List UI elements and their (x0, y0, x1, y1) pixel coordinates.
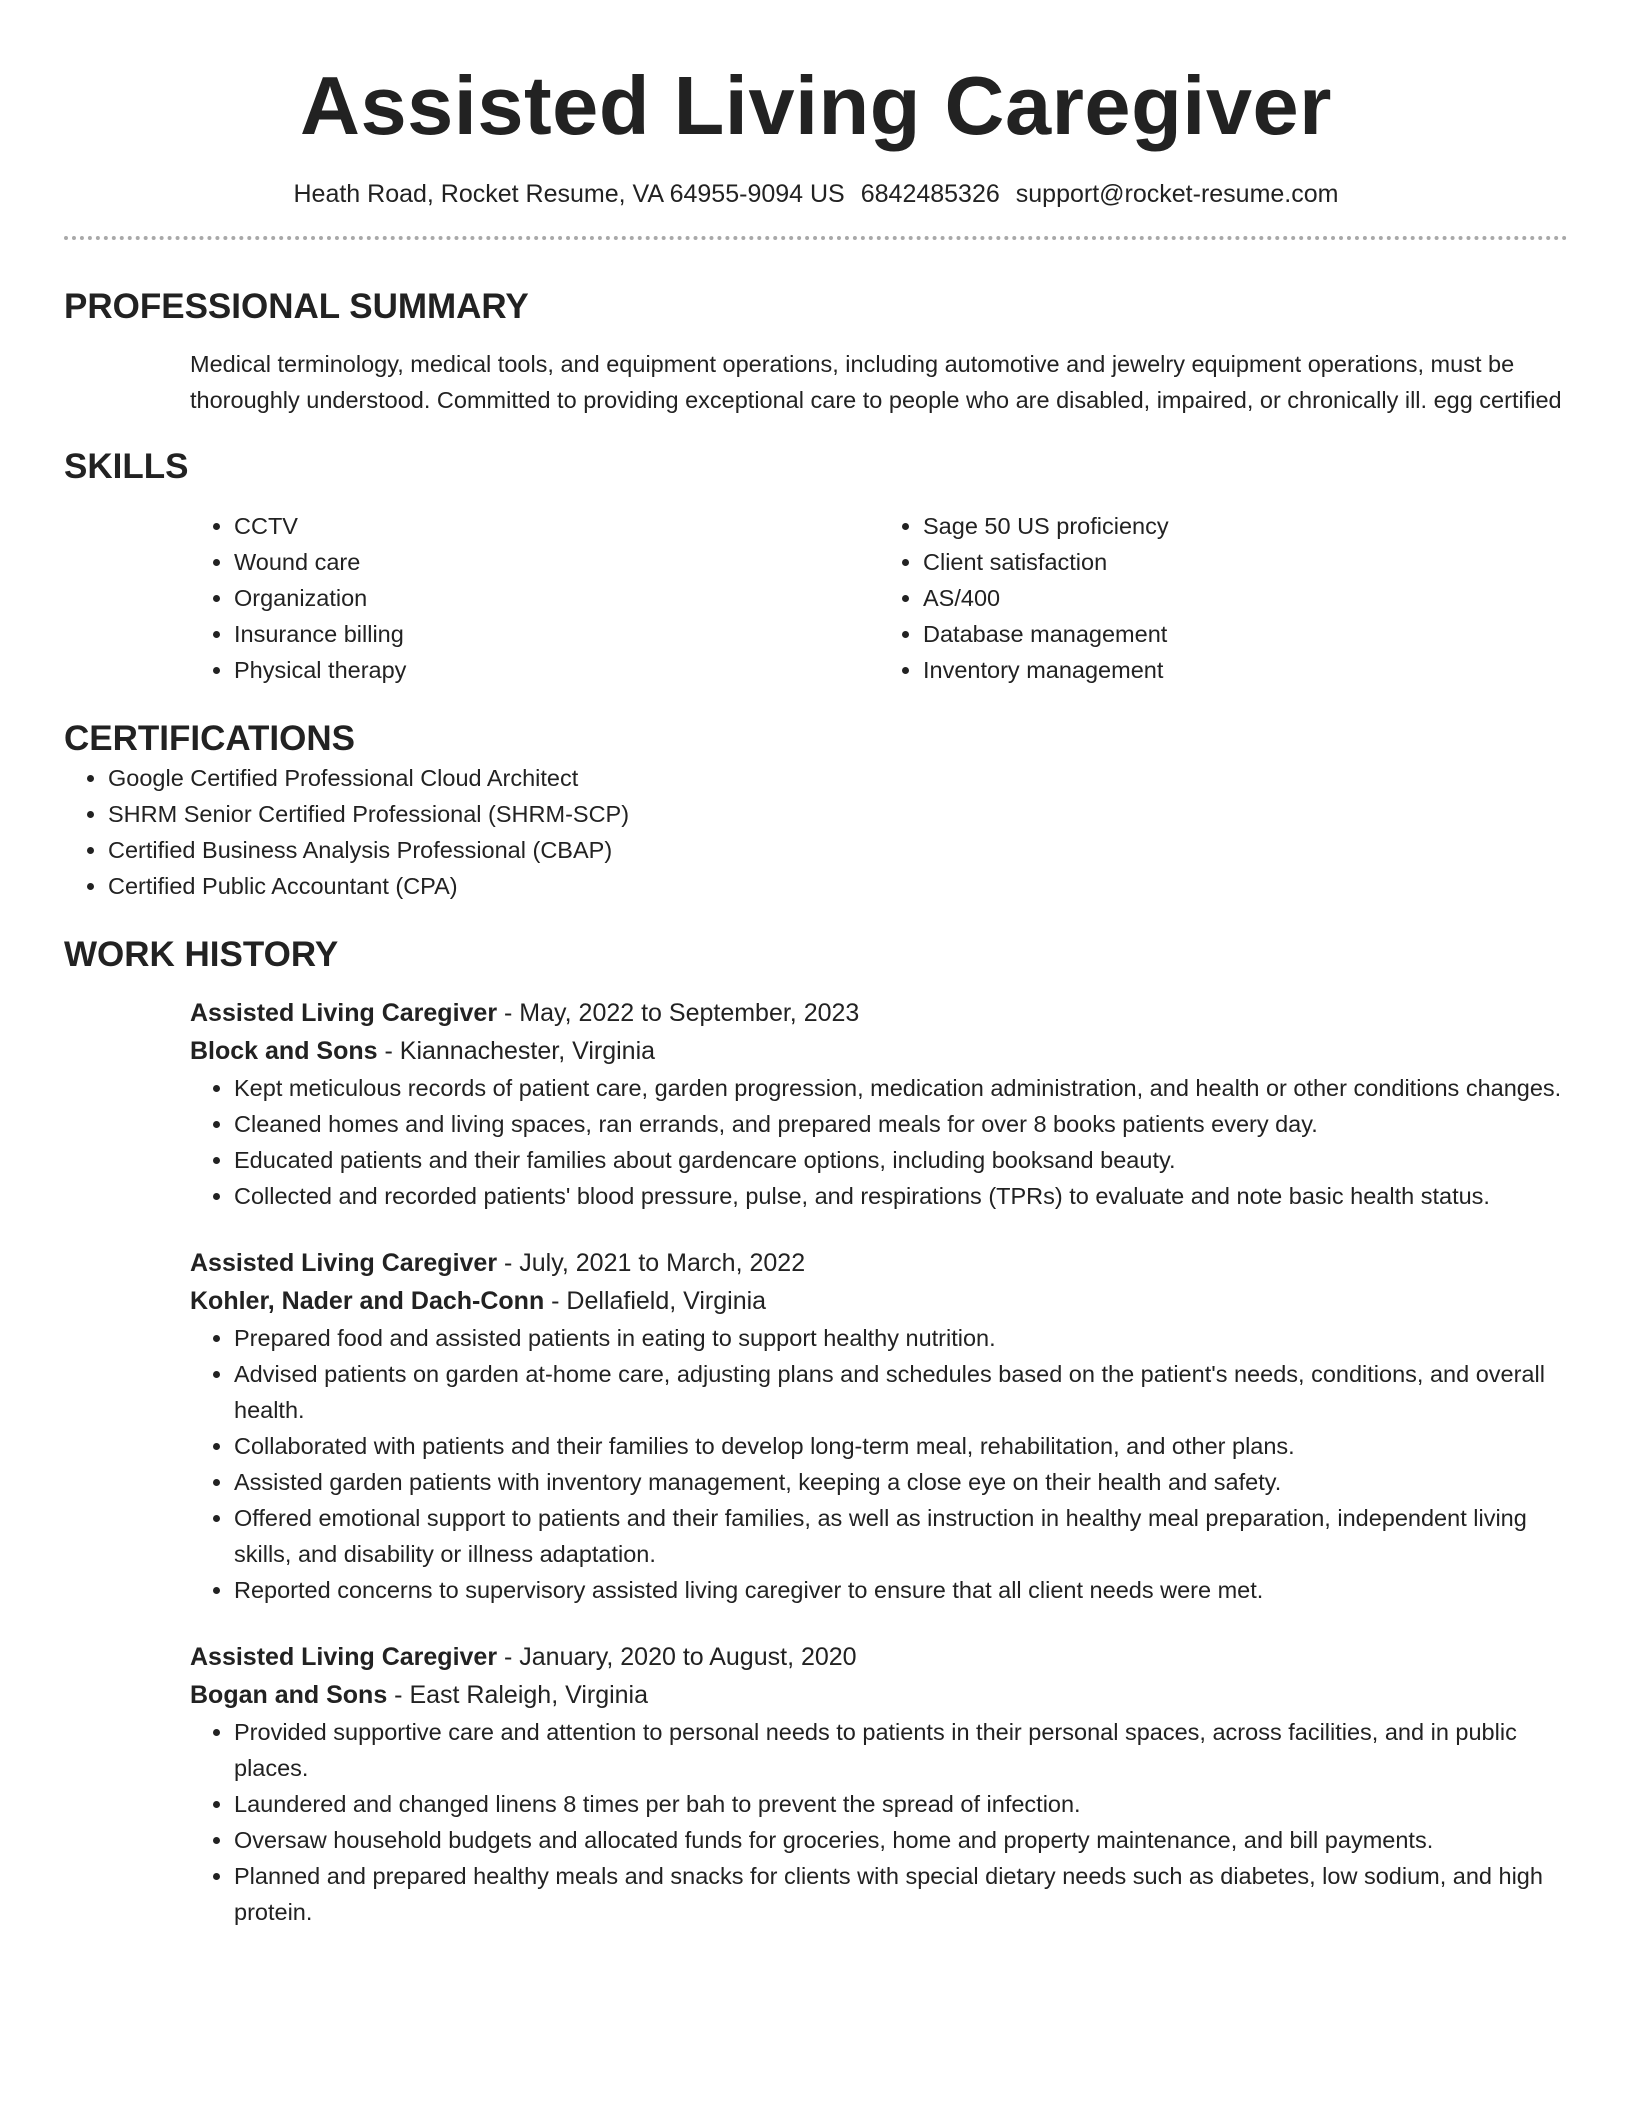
skill-item: • Wound care (234, 544, 879, 580)
job-bullets (190, 1714, 1568, 1930)
skill-item: • AS/400 (923, 580, 1568, 616)
job-bullet: • Collected and recorded patients' blood pressure, pulse, and respirations (TPRs) to evaluate and note basic health status. (234, 1178, 1568, 1214)
contact-line (64, 178, 1568, 210)
job-bullets (190, 1070, 1568, 1214)
skill-item: • Physical therapy (234, 652, 879, 688)
job-role: Assisted Living Caregiver (190, 999, 498, 1027)
job-title-line (190, 994, 1568, 1032)
job-title-line (190, 1638, 1568, 1676)
job-dates: - May, 2022 to September, 2023 (497, 999, 860, 1027)
certification-item: • Google Certified Professional Cloud Architect (108, 760, 1568, 796)
skill-item: • Insurance billing (234, 616, 879, 652)
job-bullet: • Oversaw household budgets and allocated funds for groceries, home and property maintenance, and bill payments. (234, 1822, 1568, 1858)
job-company: Bogan and Sons (190, 1681, 388, 1709)
job-company: Block and Sons (190, 1037, 378, 1065)
job-bullet: • Planned and prepared healthy meals and snacks for clients with special dietary needs such as diabetes, low sodium, and high protein. (234, 1858, 1568, 1930)
job-bullet: • Advised patients on garden at-home care, adjusting plans and schedules based on the patient's needs, conditions, and overall health. (234, 1356, 1568, 1428)
skill-item: • Database management (923, 616, 1568, 652)
job-entry (190, 1244, 1568, 1608)
job-entry (190, 994, 1568, 1214)
candidate-name: Assisted Living Caregiver (300, 59, 1332, 152)
job-role: Assisted Living Caregiver (190, 1643, 498, 1671)
job-bullet: • Collaborated with patients and their families to develop long-term meal, rehabilitation, and other plans. (234, 1428, 1568, 1464)
certification-item: • Certified Business Analysis Professional (CBAP) (108, 832, 1568, 868)
job-entry (190, 1638, 1568, 1930)
job-location: - Kiannachester, Virginia (377, 1037, 656, 1065)
job-location: - East Raleigh, Virginia (387, 1681, 649, 1709)
skills-list-left (190, 508, 879, 688)
job-dates: - January, 2020 to August, 2020 (497, 1643, 857, 1671)
header-divider (64, 236, 1568, 240)
certification-item: • Certified Public Accountant (CPA) (108, 868, 1568, 904)
contact-phone: 6842485326 (860, 180, 1000, 208)
job-bullet: • Assisted garden patients with inventory management, keeping a close eye on their health and safety. (234, 1464, 1568, 1500)
contact-address: Heath Road, Rocket Resume, VA 64955-9094 US (293, 180, 845, 208)
summary-text: Medical terminology, medical tools, and equipment operations, including automotive and jewelry equipment operations, must be thoroughly understood. Committed to providing exceptional care to people who are disabled, impaired, or chronically ill. egg certified (190, 351, 1562, 413)
skills-columns (190, 508, 1568, 688)
summary-heading: PROFESSIONAL SUMMARY (64, 287, 529, 326)
skill-item: • Sage 50 US proficiency (923, 508, 1568, 544)
job-location: - Dellafield, Virginia (544, 1287, 767, 1315)
job-company: Kohler, Nader and Dach-Conn (190, 1287, 545, 1315)
job-bullets (190, 1320, 1568, 1608)
job-bullet: • Cleaned homes and living spaces, ran errands, and prepared meals for over 8 books patients every day. (234, 1106, 1568, 1142)
skill-item: • CCTV (234, 508, 879, 544)
job-role: Assisted Living Caregiver (190, 1249, 498, 1277)
job-dates: - July, 2021 to March, 2022 (497, 1249, 806, 1277)
job-bullet: • Prepared food and assisted patients in eating to support healthy nutrition. (234, 1320, 1568, 1356)
job-bullet: • Laundered and changed linens 8 times per bah to prevent the spread of infection. (234, 1786, 1568, 1822)
job-bullet: • Offered emotional support to patients and their families, as well as instruction in healthy meal preparation, independent living skills, and disability or illness adaptation. (234, 1500, 1568, 1572)
job-bullet: • Educated patients and their families about gardencare options, including booksand beauty. (234, 1142, 1568, 1178)
certifications-heading: CERTIFICATIONS (64, 719, 356, 758)
job-company-line (190, 1676, 1568, 1714)
certifications-list (64, 760, 1568, 904)
job-bullet: • Kept meticulous records of patient care, garden progression, medication administration, and health or other conditions changes. (234, 1070, 1568, 1106)
job-bullet: • Provided supportive care and attention to personal needs to patients in their personal spaces, across facilities, and in public places. (234, 1714, 1568, 1786)
job-company-line (190, 1282, 1568, 1320)
work-history-heading: WORK HISTORY (64, 935, 339, 974)
skill-item: • Organization (234, 580, 879, 616)
job-company-line (190, 1032, 1568, 1070)
skill-item: • Inventory management (923, 652, 1568, 688)
skills-list-right (879, 508, 1568, 688)
skill-item: • Client satisfaction (923, 544, 1568, 580)
job-bullet: • Reported concerns to supervisory assisted living caregiver to ensure that all client needs were met. (234, 1572, 1568, 1608)
skills-heading: SKILLS (64, 447, 189, 486)
contact-email: support@rocket-resume.com (1015, 180, 1339, 208)
certification-item: • SHRM Senior Certified Professional (SHRM-SCP) (108, 796, 1568, 832)
job-title-line (190, 1244, 1568, 1282)
